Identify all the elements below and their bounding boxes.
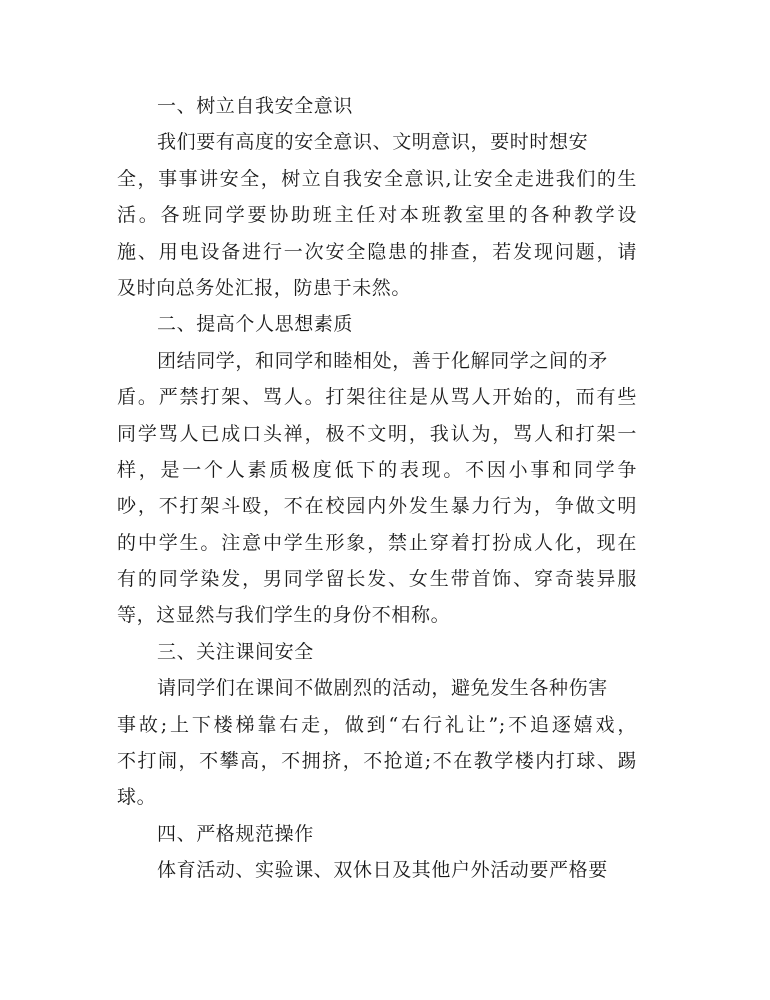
paragraph-line: 有的同学染发，男同学留长发、女生带首饰、穿奇装异服: [117, 568, 637, 591]
paragraph-line: 施、用电设备进行一次安全隐患的排查，若发现问题，请: [117, 240, 637, 263]
section-heading: 二、提高个人思想素质: [157, 313, 354, 336]
paragraph-line: 样，是一个人素质极度低下的表现。不因小事和同学争: [117, 458, 637, 481]
paragraph-line: 我们要有高度的安全意识、文明意识，要时时想安: [157, 131, 589, 154]
paragraph-line: 请同学们在课间不做剧烈的活动，避免发生各种伤害: [157, 677, 608, 700]
paragraph-line: 球。: [117, 786, 157, 809]
paragraph-line: 吵，不打架斗殴，不在校园内外发生暴力行为，争做文明: [117, 495, 637, 518]
section-heading: 三、关注课间安全: [157, 640, 314, 663]
paragraph-line: 盾。严禁打架、骂人。打架往往是从骂人开始的，而有些: [117, 386, 637, 409]
paragraph-line: 事故;上下楼梯靠右走，做到“右行礼让”;不追逐嬉戏，: [117, 713, 637, 736]
paragraph-line: 的中学生。注意中学生形象，禁止穿着打扮成人化，现在: [117, 531, 637, 554]
paragraph-line: 团结同学，和同学和睦相处，善于化解同学之间的矛: [157, 349, 608, 372]
section-heading: 四、严格规范操作: [157, 822, 314, 845]
paragraph-line: 体育活动、实验课、双休日及其他户外活动要严格要: [157, 859, 608, 882]
section-heading: 一、树立自我安全意识: [157, 95, 354, 117]
paragraph-line: 等，这显然与我们学生的身份不相称。: [117, 604, 451, 627]
paragraph-line: 及时向总务处汇报，防患于未然。: [117, 276, 412, 299]
paragraph-line: 活。各班同学要协助班主任对本班教室里的各种教学设: [117, 204, 637, 227]
paragraph-line: 同学骂人已成口头禅，极不文明，我认为，骂人和打架一: [117, 422, 637, 445]
paragraph-line: 不打闹，不攀高，不拥挤，不抢道;不在教学楼内打球、踢: [117, 750, 637, 773]
paragraph-line: 全，事事讲安全，树立自我安全意识,让安全走进我们的生: [117, 167, 637, 190]
document-page: [117, 88, 637, 889]
